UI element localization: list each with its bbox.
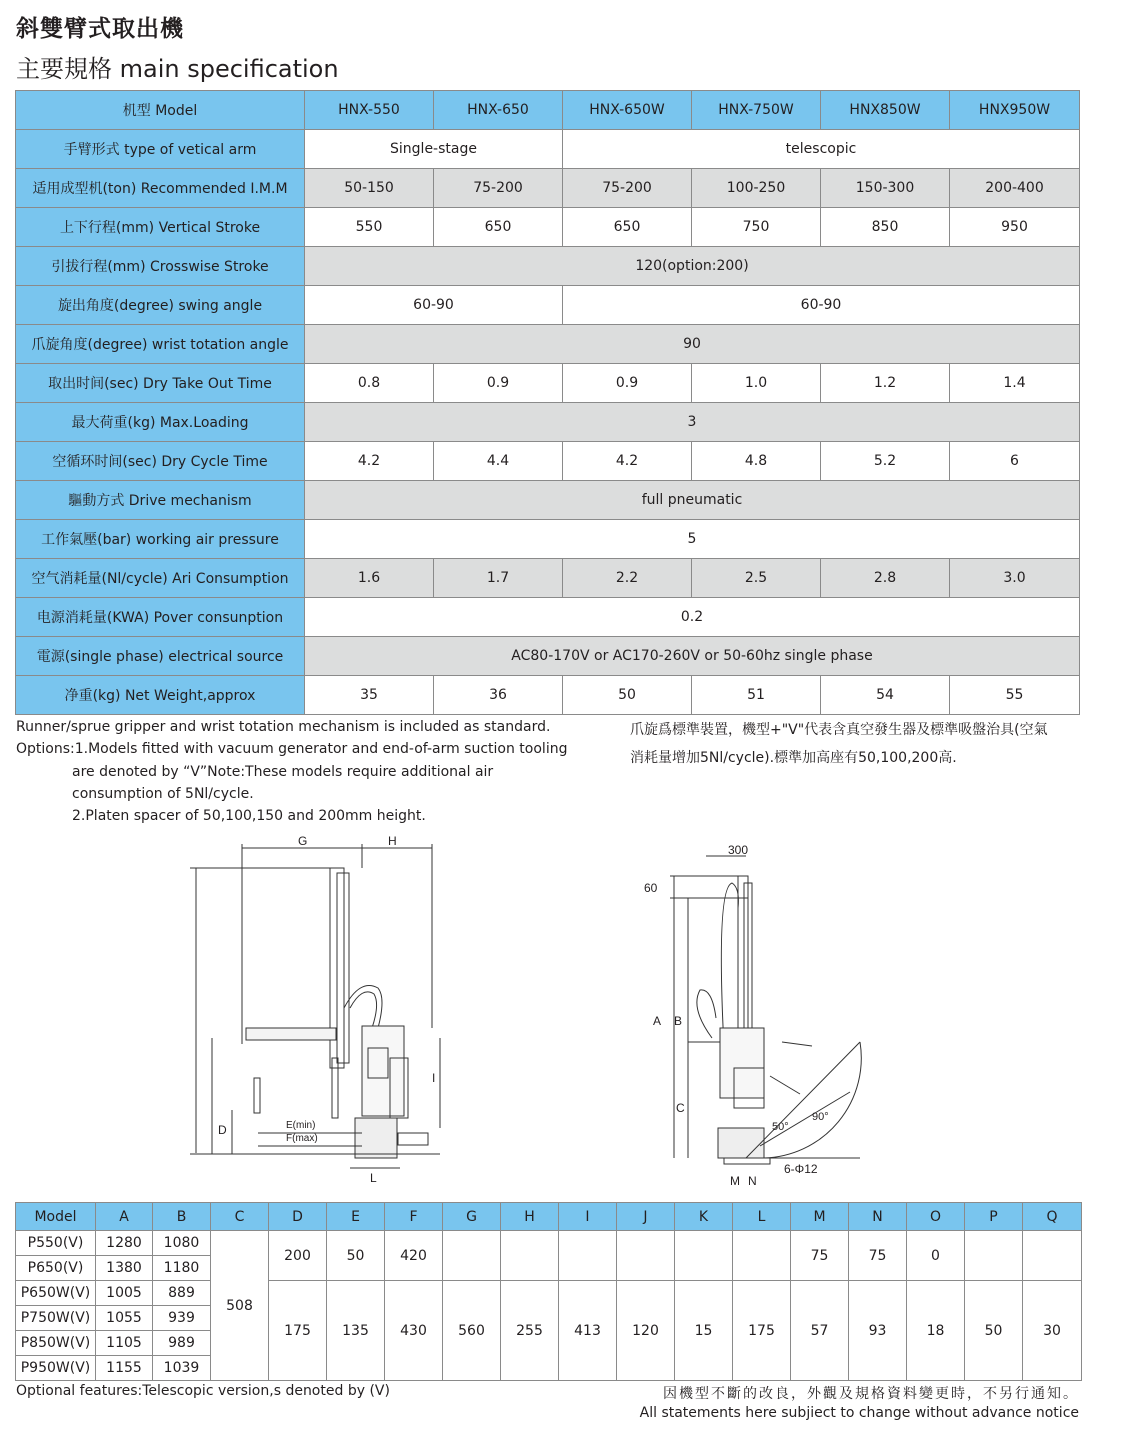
label-d: D bbox=[218, 1123, 227, 1137]
cell-value: 100-250 bbox=[692, 169, 821, 208]
cell-value: AC80-170V or AC170-260V or 50-60hz single phase bbox=[305, 637, 1080, 676]
cell-value: 2.2 bbox=[563, 559, 692, 598]
note-line: consumption of 5Nl/cycle. bbox=[72, 785, 254, 802]
notes-english bbox=[16, 716, 567, 827]
cell-value: 950 bbox=[950, 208, 1080, 247]
cell-value: 120(option:200) bbox=[305, 247, 1080, 286]
cell-g: 560 bbox=[443, 1281, 501, 1381]
col-header: P bbox=[965, 1203, 1023, 1231]
row-label: 上下行程(mm) Vertical Stroke bbox=[16, 208, 305, 247]
notes-chinese bbox=[630, 716, 1048, 772]
cell-l-empty bbox=[733, 1231, 791, 1281]
table-row bbox=[16, 1231, 1082, 1256]
note-line: 爪旋爲標準裝置，機型+"V"代表含真空發生器及標準吸盤治具(空氣 bbox=[630, 722, 1048, 738]
page-title: 斜雙臂式取出機 bbox=[16, 16, 184, 42]
label-e-min: E(min) bbox=[286, 1120, 316, 1131]
cell-q-empty bbox=[1023, 1231, 1082, 1281]
label-m: M bbox=[730, 1174, 740, 1188]
cell-value: 1.4 bbox=[950, 364, 1080, 403]
cell-b: 989 bbox=[153, 1331, 211, 1356]
cell-value: 1.2 bbox=[821, 364, 950, 403]
col-header: D bbox=[269, 1203, 327, 1231]
arm-type-row bbox=[16, 130, 1080, 169]
net-weight-row bbox=[16, 676, 1080, 715]
cell-value: 50 bbox=[563, 676, 692, 715]
cell-k: 15 bbox=[675, 1281, 733, 1381]
technical-drawing bbox=[0, 828, 1132, 1200]
label-g: G bbox=[298, 834, 308, 848]
row-label: 引拔行程(mm) Crosswise Stroke bbox=[16, 247, 305, 286]
cell-o: 0 bbox=[907, 1231, 965, 1281]
swing-angle-row bbox=[16, 286, 1080, 325]
label-c: C bbox=[676, 1101, 685, 1115]
cell-d: 175 bbox=[269, 1281, 327, 1381]
col-header: E bbox=[327, 1203, 385, 1231]
cell-value: 3.0 bbox=[950, 559, 1080, 598]
label-angle-50: 50° bbox=[772, 1121, 789, 1133]
row-label: 旋出角度(degree) swing angle bbox=[16, 286, 305, 325]
label-angle-90: 90° bbox=[812, 1111, 829, 1123]
label-f-max: F(max) bbox=[286, 1133, 318, 1144]
cell-a: 1055 bbox=[96, 1306, 153, 1331]
note-line: 消耗量增加5Nl/cycle).標準加高座有50,100,200高. bbox=[630, 750, 957, 766]
cell-value: 60-90 bbox=[563, 286, 1080, 325]
cell-n: 93 bbox=[849, 1281, 907, 1381]
dimension-table bbox=[15, 1202, 1082, 1381]
row-label: 工作氣壓(bar) working air pressure bbox=[16, 520, 305, 559]
front-view-drawing bbox=[670, 856, 861, 1164]
cell-value: 200-400 bbox=[950, 169, 1080, 208]
note-line: 2.Platen spacer of 50,100,150 and 200mm height. bbox=[72, 808, 426, 825]
row-label: 最大荷重(kg) Max.Loading bbox=[16, 403, 305, 442]
imm-row bbox=[16, 169, 1080, 208]
model-cell: P950W(V) bbox=[16, 1356, 96, 1381]
cell-a: 1280 bbox=[96, 1231, 153, 1256]
cell-b: 1180 bbox=[153, 1256, 211, 1281]
cell-i: 413 bbox=[559, 1281, 617, 1381]
crosswise-stroke-row bbox=[16, 247, 1080, 286]
label-i: I bbox=[432, 1071, 436, 1085]
cell-b: 939 bbox=[153, 1306, 211, 1331]
label-n: N bbox=[748, 1174, 757, 1188]
col-header: I bbox=[559, 1203, 617, 1231]
cell-j-empty bbox=[617, 1231, 675, 1281]
col-header: L bbox=[733, 1203, 791, 1231]
label-60: 60 bbox=[644, 881, 658, 895]
cell-a: 1380 bbox=[96, 1256, 153, 1281]
cell-value: 55 bbox=[950, 676, 1080, 715]
spec-table bbox=[15, 90, 1080, 715]
footer-optional-features: Optional features:Telescopic version,s denoted by (Ⅴ) bbox=[16, 1383, 390, 1399]
cell-value: 35 bbox=[305, 676, 434, 715]
col-header: M bbox=[791, 1203, 849, 1231]
dry-cycle-row bbox=[16, 442, 1080, 481]
cell-value: 54 bbox=[821, 676, 950, 715]
model-cell: P650(V) bbox=[16, 1256, 96, 1281]
row-label: 净重(kg) Net Weight,approx bbox=[16, 676, 305, 715]
note-line: Runner/sprue gripper and wrist totation mechanism is included as standard. bbox=[16, 719, 551, 735]
row-label: 适用成型机(ton) Recommended I.M.M bbox=[16, 169, 305, 208]
col-header: J bbox=[617, 1203, 675, 1231]
row-label: 電源(single phase) electrical source bbox=[16, 637, 305, 676]
cell-d: 200 bbox=[269, 1231, 327, 1281]
cell-f: 430 bbox=[385, 1281, 443, 1381]
model-cell: P850W(V) bbox=[16, 1331, 96, 1356]
cell-b: 1080 bbox=[153, 1231, 211, 1256]
col-header: O bbox=[907, 1203, 965, 1231]
col-header: A bbox=[96, 1203, 153, 1231]
power-consumption-row bbox=[16, 598, 1080, 637]
cell-h: 255 bbox=[501, 1281, 559, 1381]
cell-i-empty bbox=[559, 1231, 617, 1281]
cell-p: 50 bbox=[965, 1281, 1023, 1381]
cell-value: 50-150 bbox=[305, 169, 434, 208]
note-line: are denoted by “V”Note:These models require additional air bbox=[72, 763, 494, 780]
cell-value: 75-200 bbox=[434, 169, 563, 208]
cell-o: 18 bbox=[907, 1281, 965, 1381]
label-l: L bbox=[370, 1171, 377, 1185]
cell-b: 1039 bbox=[153, 1356, 211, 1381]
cell-value: 650 bbox=[563, 208, 692, 247]
cell-value: 1.0 bbox=[692, 364, 821, 403]
label-300: 300 bbox=[728, 843, 749, 857]
cell-value: 1.6 bbox=[305, 559, 434, 598]
cell-l: 175 bbox=[733, 1281, 791, 1381]
cell-a: 1105 bbox=[96, 1331, 153, 1356]
col-header: C bbox=[211, 1203, 269, 1231]
row-label: 空循环时间(sec) Dry Cycle Time bbox=[16, 442, 305, 481]
label-holes: 6-Φ12 bbox=[784, 1162, 818, 1176]
model-hnx-550: HNX-550 bbox=[305, 91, 434, 130]
cell-value: 0.2 bbox=[305, 598, 1080, 637]
col-header: Q bbox=[1023, 1203, 1082, 1231]
footer-notice-chinese: 因機型不斷的改良，外觀及規格資料變更時，不另行通知。 bbox=[663, 1386, 1079, 1402]
model-cell: P550(V) bbox=[16, 1231, 96, 1256]
col-header: N bbox=[849, 1203, 907, 1231]
note-line: Options:1.Models fitted with vacuum generator and end-of-arm suction tooling bbox=[16, 741, 568, 758]
cell-value: 4.2 bbox=[563, 442, 692, 481]
cell-value: 0.9 bbox=[434, 364, 563, 403]
cell-n: 75 bbox=[849, 1231, 907, 1281]
cell-e: 135 bbox=[327, 1281, 385, 1381]
row-label: 电源消耗量(KWA) Pover consunption bbox=[16, 598, 305, 637]
col-header: K bbox=[675, 1203, 733, 1231]
cell-value: 4.2 bbox=[305, 442, 434, 481]
air-consumption-row bbox=[16, 559, 1080, 598]
page-subtitle: 主要規格 main specification bbox=[16, 55, 339, 83]
label-b: B bbox=[674, 1014, 683, 1028]
cell-value: full pneumatic bbox=[305, 481, 1080, 520]
cell-a: 1005 bbox=[96, 1281, 153, 1306]
model-hnx-650w: HNX-650W bbox=[563, 91, 692, 130]
cell-value: 2.5 bbox=[692, 559, 821, 598]
cell-e: 50 bbox=[327, 1231, 385, 1281]
cell-value: 4.8 bbox=[692, 442, 821, 481]
cell-m: 57 bbox=[791, 1281, 849, 1381]
cell-value: 0.9 bbox=[563, 364, 692, 403]
row-label: 驅動方式 Drive mechanism bbox=[16, 481, 305, 520]
cell-value: telescopic bbox=[563, 130, 1080, 169]
wrist-angle-row bbox=[16, 325, 1080, 364]
model-hnx850w: HNX850W bbox=[821, 91, 950, 130]
model-cell: P750W(V) bbox=[16, 1306, 96, 1331]
cell-value: 650 bbox=[434, 208, 563, 247]
footer-notice-english: All statements here subjiect to change without advance notice bbox=[639, 1405, 1079, 1421]
cell-value: 60-90 bbox=[305, 286, 563, 325]
model-hnx-750w: HNX-750W bbox=[692, 91, 821, 130]
model-label: 机型 Model bbox=[16, 91, 305, 130]
cell-value: 550 bbox=[305, 208, 434, 247]
cell-b: 889 bbox=[153, 1281, 211, 1306]
cell-value: 750 bbox=[692, 208, 821, 247]
col-header: B bbox=[153, 1203, 211, 1231]
air-pressure-row bbox=[16, 520, 1080, 559]
model-cell: P650W(V) bbox=[16, 1281, 96, 1306]
cell-m: 75 bbox=[791, 1231, 849, 1281]
row-label: 取出时间(sec) Dry Take Out Time bbox=[16, 364, 305, 403]
label-a: A bbox=[653, 1014, 662, 1028]
cell-value: 0.8 bbox=[305, 364, 434, 403]
col-header: H bbox=[501, 1203, 559, 1231]
dim-header-row bbox=[16, 1203, 1082, 1231]
row-label: 空气消耗量(Nl/cycle) Ari Consumption bbox=[16, 559, 305, 598]
cell-value: 6 bbox=[950, 442, 1080, 481]
cell-value: 36 bbox=[434, 676, 563, 715]
cell-value: 150-300 bbox=[821, 169, 950, 208]
cell-value: 850 bbox=[821, 208, 950, 247]
cell-value: 51 bbox=[692, 676, 821, 715]
model-hnx950w: HNX950W bbox=[950, 91, 1080, 130]
cell-q: 30 bbox=[1023, 1281, 1082, 1381]
cell-k-empty bbox=[675, 1231, 733, 1281]
cell-value: 75-200 bbox=[563, 169, 692, 208]
col-header: Model bbox=[16, 1203, 96, 1231]
vertical-stroke-row bbox=[16, 208, 1080, 247]
max-loading-row bbox=[16, 403, 1080, 442]
cell-value: 90 bbox=[305, 325, 1080, 364]
cell-value: Single-stage bbox=[305, 130, 563, 169]
model-hnx-650: HNX-650 bbox=[434, 91, 563, 130]
take-out-time-row bbox=[16, 364, 1080, 403]
cell-j: 120 bbox=[617, 1281, 675, 1381]
col-header: F bbox=[385, 1203, 443, 1231]
cell-value: 4.4 bbox=[434, 442, 563, 481]
row-label: 手臂形式 type of vetical arm bbox=[16, 130, 305, 169]
cell-c: 508 bbox=[211, 1231, 269, 1381]
cell-a: 1155 bbox=[96, 1356, 153, 1381]
row-label: 爪旋角度(degree) wrist totation angle bbox=[16, 325, 305, 364]
cell-p-empty bbox=[965, 1231, 1023, 1281]
cell-value: 5.2 bbox=[821, 442, 950, 481]
cell-h-empty bbox=[501, 1231, 559, 1281]
cell-value: 2.8 bbox=[821, 559, 950, 598]
drive-mechanism-row bbox=[16, 481, 1080, 520]
electrical-source-row bbox=[16, 637, 1080, 676]
table-row bbox=[16, 1281, 1082, 1306]
spec-header-row bbox=[16, 91, 1080, 130]
cell-value: 1.7 bbox=[434, 559, 563, 598]
cell-f: 420 bbox=[385, 1231, 443, 1281]
cell-value: 5 bbox=[305, 520, 1080, 559]
cell-g-empty bbox=[443, 1231, 501, 1281]
label-h: H bbox=[388, 834, 397, 848]
cell-value: 3 bbox=[305, 403, 1080, 442]
col-header: G bbox=[443, 1203, 501, 1231]
